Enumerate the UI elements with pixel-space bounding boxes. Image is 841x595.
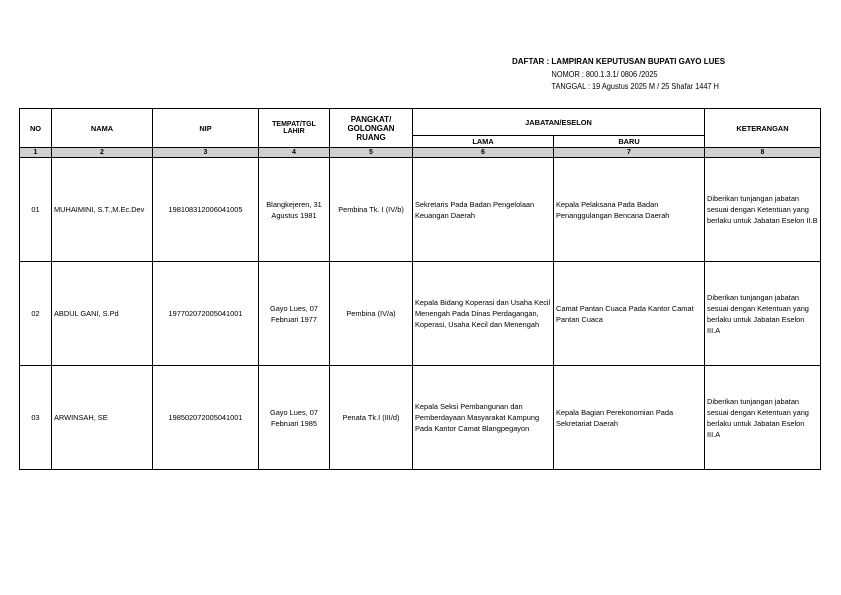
col-number: 3 <box>153 148 259 158</box>
cell-no: 01 <box>20 158 52 262</box>
cell-tempat: Gayo Lues, 07 Februari 1977 <box>259 262 330 366</box>
cell-pangkat: Pembina Tk. I (IV/b) <box>330 158 413 262</box>
cell-nip: 198502072005041001 <box>153 366 259 470</box>
document-header <box>512 56 737 94</box>
cell-tempat: Blangkejeren, 31 Agustus 1981 <box>259 158 330 262</box>
daftar-line <box>512 56 737 69</box>
column-number-row <box>20 148 821 158</box>
header-row-1 <box>20 109 821 136</box>
cell-keterangan: Diberikan tunjangan jabatan sesuai dengan Ketentuan yang berlaku untuk Jabatan Eselon II.B <box>705 158 821 262</box>
table-row <box>20 366 821 470</box>
cell-no: 02 <box>20 262 52 366</box>
col-number: 8 <box>705 148 821 158</box>
nomor-line: NOMOR : 800.1.3.1/ 0806 /2025 <box>551 69 658 79</box>
col-number: 6 <box>413 148 554 158</box>
cell-no: 03 <box>20 366 52 470</box>
cell-nama: ARWINSAH, SE <box>52 366 153 470</box>
cell-lama: Sekretaris Pada Badan Pengelolaan Keuangan Daerah <box>413 158 554 262</box>
col-header-tempat: TEMPAT/TGL LAHIR <box>259 109 330 148</box>
tanggal-line: TANGGAL : 19 Agustus 2025 M / 25 Shafar 1447 H <box>551 82 719 91</box>
table-row <box>20 262 821 366</box>
cell-tempat: Gayo Lues, 07 Februari 1985 <box>259 366 330 470</box>
cell-lama: Kepala Bidang Koperasi dan Usaha Kecil Menengah Pada Dinas Perdagangan, Koperasi, Usaha Kecil dan Menengah <box>413 262 554 366</box>
col-header-pangkat: PANGKAT/ GOLONGAN RUANG <box>330 109 413 148</box>
col-header-lama: LAMA <box>413 136 554 148</box>
col-header-jabatan: JABATAN/ESELON <box>413 109 705 136</box>
daftar-label: DAFTAR <box>512 57 545 66</box>
lampiran-table <box>19 108 821 470</box>
cell-nip: 198108312006041005 <box>153 158 259 262</box>
cell-nip: 197702072005041001 <box>153 262 259 366</box>
cell-baru: Camat Pantan Cuaca Pada Kantor Camat Pantan Cuaca <box>554 262 705 366</box>
col-header-no: NO <box>20 109 52 148</box>
daftar-text: : LAMPIRAN KEPUTUSAN BUPATI GAYO LUES <box>546 57 726 66</box>
col-number: 7 <box>554 148 705 158</box>
col-header-nama: NAMA <box>52 109 153 148</box>
col-number: 2 <box>52 148 153 158</box>
col-number: 4 <box>259 148 330 158</box>
cell-nama: ABDUL GANI, S.Pd <box>52 262 153 366</box>
col-header-nip: NIP <box>153 109 259 148</box>
cell-baru: Kepala Bagian Perekonomian Pada Sekretariat Daerah <box>554 366 705 470</box>
cell-baru: Kepala Pelaksana Pada Badan Penanggulangan Bencana Daerah <box>554 158 705 262</box>
col-number: 5 <box>330 148 413 158</box>
col-number: 1 <box>20 148 52 158</box>
col-header-baru: BARU <box>554 136 705 148</box>
cell-keterangan: Diberikan tunjangan jabatan sesuai dengan Ketentuan yang berlaku untuk Jabatan Eselon III.A <box>705 262 821 366</box>
col-header-keterangan: KETERANGAN <box>705 109 821 148</box>
cell-lama: Kepala Seksi Pembangunan dan Pemberdayaan Masyarakat Kampung Pada Kantor Camat Blangpegayon <box>413 366 554 470</box>
cell-nama: MUHAIMINI, S.T.,M.Ec.Dev <box>52 158 153 262</box>
cell-pangkat: Penata Tk.I (III/d) <box>330 366 413 470</box>
table-row <box>20 158 821 262</box>
cell-pangkat: Pembina (IV/a) <box>330 262 413 366</box>
cell-keterangan: Diberikan tunjangan jabatan sesuai dengan Ketentuan yang berlaku untuk Jabatan Eselon III.A <box>705 366 821 470</box>
